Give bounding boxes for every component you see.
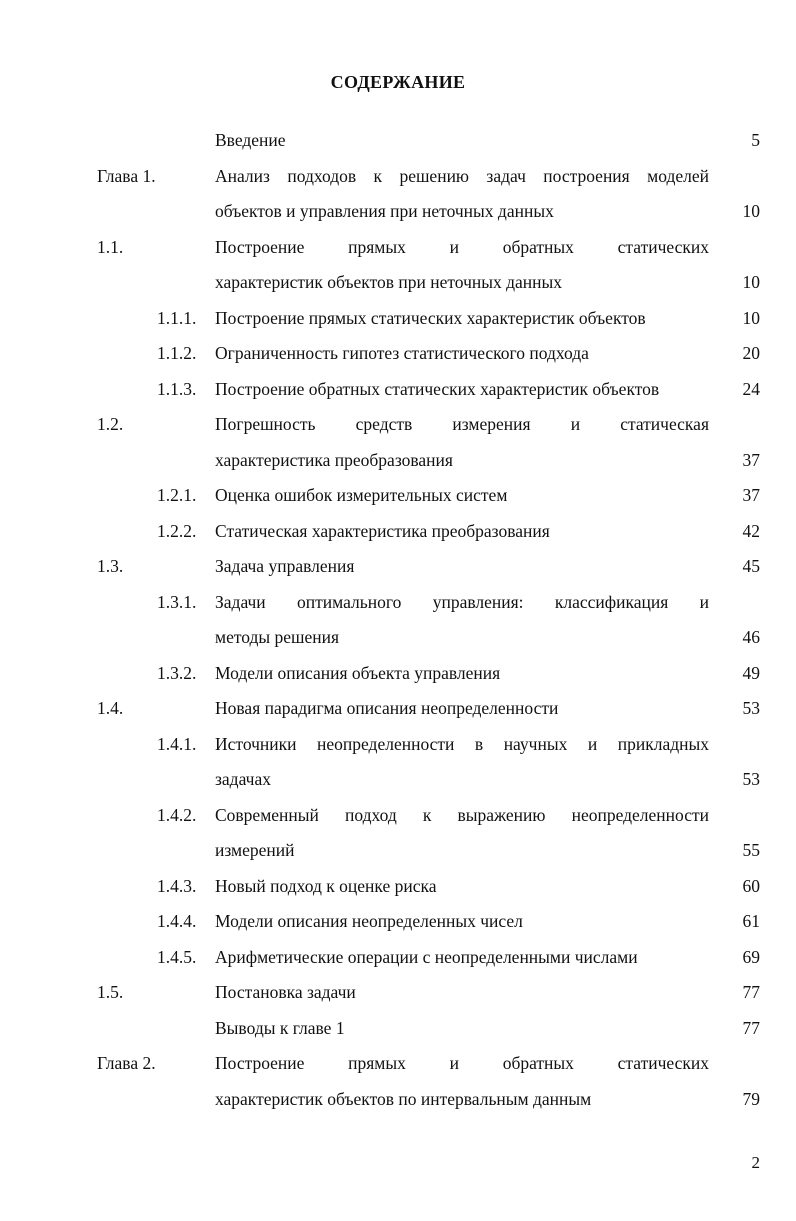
toc-entry-title: Построение обратных статических характеристик объектов (215, 378, 660, 399)
toc-line (0, 691, 796, 727)
toc-entry-title: Модели описания объекта управления (215, 662, 501, 683)
toc-line (0, 478, 796, 514)
toc-line (0, 833, 796, 869)
toc-line (0, 1046, 796, 1082)
toc-entry-number: Глава 2. (97, 1053, 156, 1073)
toc-line (0, 904, 796, 940)
toc-entry-page: 20 (742, 343, 760, 363)
toc-entry-page: 10 (742, 272, 760, 292)
toc-entry-title: измерений (215, 840, 295, 860)
toc-entry-page: 55 (742, 840, 760, 860)
toc-line (0, 940, 796, 976)
toc-entry-number: 1.2.2. (157, 520, 197, 541)
toc-entry-page: 49 (742, 662, 760, 683)
toc-entry-title: Арифметические операции с неопределенными числами (215, 946, 638, 967)
toc-entry-number: Глава 1. (97, 165, 156, 186)
toc-entry-title: Современный подход к выражению неопределенности (215, 804, 709, 825)
toc-entry-number: 1.4.3. (157, 875, 197, 896)
toc-entry-number: 1.2. (97, 414, 124, 434)
toc-entry-number: 1.1.2. (157, 343, 197, 363)
toc-line (0, 372, 796, 408)
toc-entry-page: 24 (742, 378, 760, 399)
toc-entry-number: 1.3.2. (157, 662, 197, 683)
toc-line (0, 230, 796, 266)
toc-line (0, 975, 796, 1011)
toc-line (0, 336, 796, 372)
toc-entry-title: Постановка задачи (215, 982, 356, 1002)
toc-entry-title: Построение прямых и обратных статических (215, 1053, 709, 1073)
toc-line (0, 585, 796, 621)
page-number: 2 (751, 1153, 760, 1172)
toc-entry-title: Построение прямых и обратных статических (215, 236, 709, 257)
toc-entry-title: Анализ подходов к решению задач построения моделей (215, 165, 709, 186)
toc-entry-title: характеристик объектов по интервальным данным (215, 1088, 592, 1109)
toc-entry-page: 61 (742, 911, 760, 931)
toc-line (0, 123, 796, 159)
toc-entry-title: Ограниченность гипотез статистического подхода (215, 343, 589, 363)
toc-entry-page: 45 (742, 556, 760, 576)
toc-entry-page: 46 (742, 627, 760, 647)
toc-entry-number: 1.4.1. (157, 733, 197, 754)
toc-entry-number: 1.1. (97, 236, 124, 257)
toc-entry-title: Выводы к главе 1 (215, 1017, 345, 1038)
toc-line (0, 514, 796, 550)
toc-entry-title: Задачи оптимального управления: классификация и (215, 591, 709, 612)
toc-entry-title: Введение (215, 130, 286, 150)
toc-line (0, 869, 796, 905)
toc-entry-page: 69 (742, 946, 760, 967)
toc-entry-page: 10 (742, 201, 760, 221)
toc-line (0, 549, 796, 585)
toc-entry-page: 79 (742, 1088, 760, 1109)
toc-entry-title: задачах (215, 769, 271, 789)
toc-entry-title: объектов и управления при неточных данных (215, 201, 554, 221)
toc-entry-number: 1.3. (97, 556, 124, 576)
toc-line (0, 620, 796, 656)
toc-entry-number: 1.4.4. (157, 911, 197, 931)
toc-entry-page: 77 (742, 982, 760, 1002)
toc-entry-title: характеристик объектов при неточных данных (215, 272, 563, 292)
toc-entry-title: Источники неопределенности в научных и прикладных (215, 733, 709, 754)
toc-entry-page: 53 (742, 698, 760, 718)
toc-line (0, 194, 796, 230)
toc-entry-title: методы решения (215, 627, 340, 647)
toc-entry-title: характеристика преобразования (215, 449, 453, 470)
toc-line (0, 656, 796, 692)
toc-entry-title: Оценка ошибок измерительных систем (215, 485, 508, 505)
toc-entry-page: 10 (742, 307, 760, 328)
toc-line (0, 301, 796, 337)
page-title: СОДЕРЖАНИЕ (330, 72, 466, 92)
toc-entry-number: 1.2.1. (157, 485, 197, 505)
toc-entry-title: Задача управления (215, 556, 355, 576)
toc-entry-number: 1.1.1. (157, 307, 197, 328)
toc-entry-page: 37 (742, 485, 760, 505)
toc-line (0, 1011, 796, 1047)
toc-entry-number: 1.1.3. (157, 378, 197, 399)
toc-line (0, 407, 796, 443)
toc-entry-title: Построение прямых статических характеристик объектов (215, 307, 646, 328)
table-of-contents (0, 123, 796, 1117)
toc-entry-number: 1.4. (97, 698, 124, 718)
toc-entry-number: 1.3.1. (157, 591, 197, 612)
toc-entry-title: Погрешность средств измерения и статическая (215, 414, 709, 434)
toc-entry-number: 1.4.2. (157, 804, 197, 825)
toc-line (0, 798, 796, 834)
toc-entry-page: 42 (742, 520, 760, 541)
toc-entry-page: 53 (742, 769, 760, 789)
toc-line (0, 159, 796, 195)
toc-entry-title: Статическая характеристика преобразования (215, 520, 550, 541)
toc-line (0, 265, 796, 301)
toc-entry-page: 77 (742, 1017, 760, 1038)
toc-entry-title: Новая парадигма описания неопределенности (215, 698, 559, 718)
toc-line (0, 762, 796, 798)
toc-line (0, 443, 796, 479)
toc-line (0, 727, 796, 763)
toc-entry-page: 5 (751, 130, 760, 150)
toc-line (0, 1082, 796, 1118)
toc-entry-title: Модели описания неопределенных чисел (215, 911, 523, 931)
toc-entry-page: 37 (742, 449, 760, 470)
toc-entry-page: 60 (742, 875, 760, 896)
toc-entry-number: 1.4.5. (157, 946, 197, 967)
toc-entry-title: Новый подход к оценке риска (215, 875, 437, 896)
toc-entry-number: 1.5. (97, 982, 124, 1002)
